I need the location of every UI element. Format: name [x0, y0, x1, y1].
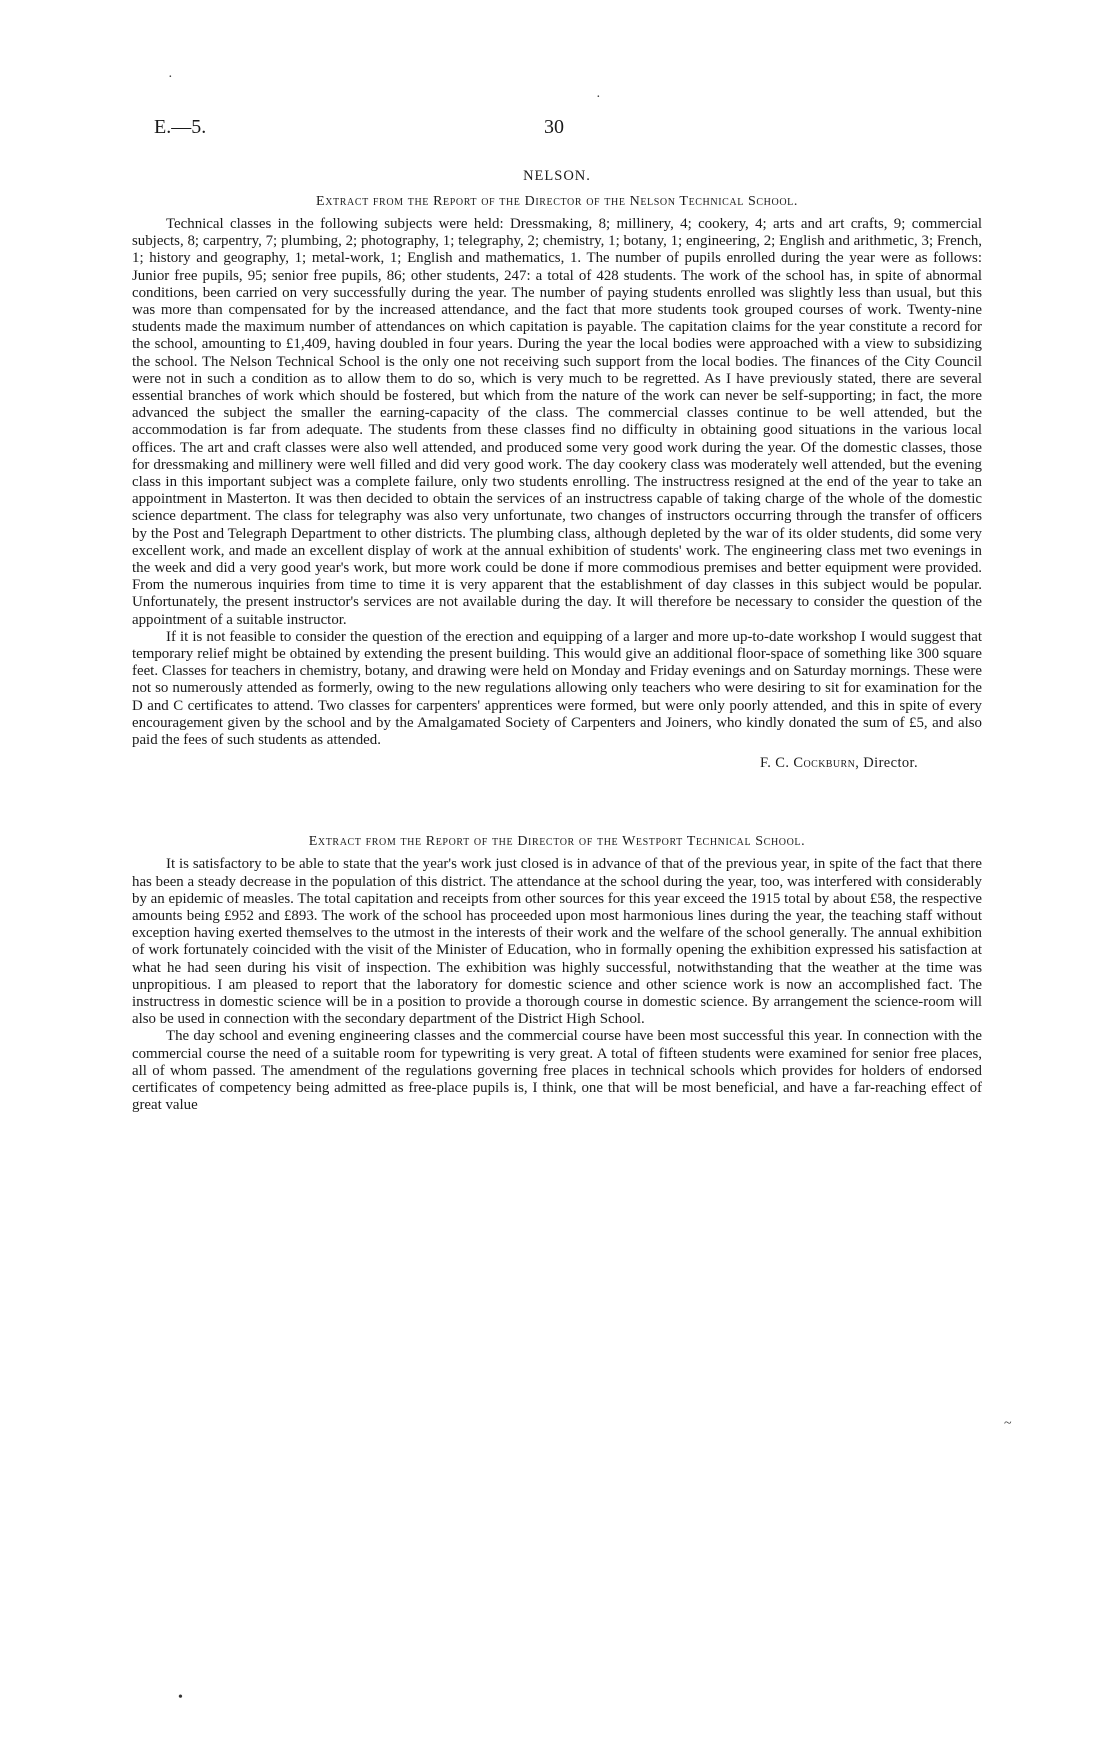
- margin-dot-header: ·: [596, 90, 601, 105]
- section-spacer: [132, 772, 982, 834]
- nelson-report-heading: Extract from the Report of the Director of the Nelson Technical School.: [316, 194, 798, 209]
- westport-section: [132, 834, 982, 1114]
- westport-report-heading: Extract from the Report of the Director of the Westport Technical School.: [308, 834, 806, 850]
- westport-paragraph-2: The day school and evening engineering classes and the commercial course have been most successful this year. In connection with the commercial course the need of a suitable room for typewriting is very great. A total of fifteen students were examined for senior free places, all of whom passed. The amendment of the regulations governing free places in technical schools which provides for holders of endorsed certificates of competency being admitted as free-place pupils is, I think, one that will be most beneficial, and have a far-reaching effect of great value: [132, 1028, 982, 1114]
- nelson-section: [132, 168, 982, 772]
- westport-paragraph-1: It is satisfactory to be able to state that the year's work just closed is in advance of that of the previous year, in spite of the fact that there has been a steady decrease in the population of this district. The attendance at the school during the year, too, was interfered with considerably by an epidemic of measles. The total capitation and receipts from other sources for this year exceed the 1915 total by about £58, the respective amounts being £952 and £893. The work of the school has proceeded upon most harmonious lines during the year, the teaching staff without exception having exerted themselves to the utmost in the interests of their work and the welfare of the school generally. The annual exhibition of work fortunately coincided with the visit of the Minister of Education, who in formally opening the exhibition expressed his satisfaction at what he had seen during his visit of inspection. The exhibition was highly successful, notwithstanding that the weather at the time was unpropitious. I am pleased to report that the laboratory for domestic science and other science work is now an accomplished fact. The instructress in domestic science will be in a position to provide a thorough course in domestic science. By arrangement the science-room will also be used in connection with the secondary department of the District High School.: [132, 856, 982, 1028]
- signature-name: F. C. Cockburn,: [759, 755, 860, 772]
- page-number: 30: [544, 116, 564, 138]
- nelson-signature: [132, 755, 918, 772]
- document-reference: E.—5.: [154, 116, 207, 138]
- page-content: [132, 168, 982, 1114]
- page-header: [132, 116, 982, 144]
- nelson-paragraph-1: Technical classes in the following subjects were held: Dressmaking, 8; millinery, 4; cookery, 4; arts and art crafts, 9; commercial subjects, 8; carpentry, 7; plumbing, 2; photography, 1; telegraphy, 2; chemistry, 1; botany, 1; engineering, 2; English and arithmetic, 3; French, 1; history and geography, 1; metal-work, 1; English and mathematics, 1. The number of pupils enrolled during the year were as follows: Junior free pupils, 95; senior free pupils, 86; other students, 247: a total of 428 students. The work of the school has, in spite of abnormal conditions, been carried on very successfully during the year. The number of paying students enrolled was slightly less than usual, but this was more than compensated for by the increased attendance, and the fact that more students took grouped courses of work. Twenty-nine students made the maximum number of attendances on which capitation is payable. The capitation claims for the year constitute a record for the school, amounting to £1,409, having doubled in four years. During the year the local bodies were approached with a view to subsidizing the school. The Nelson Technical School is the only one not receiving such support from the local bodies. The finances of the City Council were not in such a condition as to allow them to do so, which is very much to be regretted. As I have previously stated, there are several essential branches of work which should be fostered, but which from the nature of the work can never be self-supporting; in fact, the more advanced the subject the smaller the earning-capacity of the class. The commercial classes continue to be well attended, but the accommodation is far from adequate. The students from these classes find no difficulty in obtaining good situations in the various local offices. The art and craft classes were also well attended, and produced some very good work during the year. Of the domestic classes, those for dressmaking and millinery were well filled and did very good work. The day cookery class was moderately well attended, but the evening class in this important subject was a complete failure, only two students enrolling. The instructress resigned at the end of the year to take an appointment in Masterton. It was then decided to obtain the services of an instructress capable of taking charge of the whole of the domestic science department. The class for telegraphy was also very unfortunate, two changes of instructors occurring through the transfer of officers by the Post and Telegraph Department to other districts. The plumbing class, although depleted by the war of its older students, did some very excellent work, and made an excellent display of work at the annual exhibition of students' work. The engineering class met two evenings in the week and did a very good year's work, but more work could be done if more commodious premises and better equipment were provided. From the numerous inquiries from time to time it is very apparent that the establishment of day classes in this subject would be popular. Unfortunately, the present instructor's services are not available during the day. It will therefore be necessary to consider the question of the appointment of a suitable instructor.: [132, 216, 982, 628]
- margin-dot-top: ·: [168, 70, 173, 85]
- section-title-nelson: NELSON.: [523, 168, 591, 184]
- signature-title: Director.: [863, 755, 918, 772]
- margin-dot-bottom: •: [178, 1690, 183, 1705]
- nelson-paragraph-2: If it is not feasible to consider the question of the erection and equipping of a larger and more up-to-date workshop I would suggest that temporary relief might be obtained by extending the present building. This would give an additional floor-space of something like 300 square feet. Classes for teachers in chemistry, botany, and drawing were held on Monday and Friday evenings and on Saturday mornings. These were not so numerously attended as formerly, owing to the new regulations allowing only teachers who were desiring to sit for examination for the D and C certificates to attend. Two classes for carpenters' apprentices were formed, but were only poorly attended, and this in spite of every encouragement given by the school and by the Amalgamated Society of Carpenters and Joiners, who kindly donated the sum of £5, and also paid the fees of such students as attended.: [132, 628, 982, 749]
- margin-tick-right: ~: [1004, 1416, 1012, 1431]
